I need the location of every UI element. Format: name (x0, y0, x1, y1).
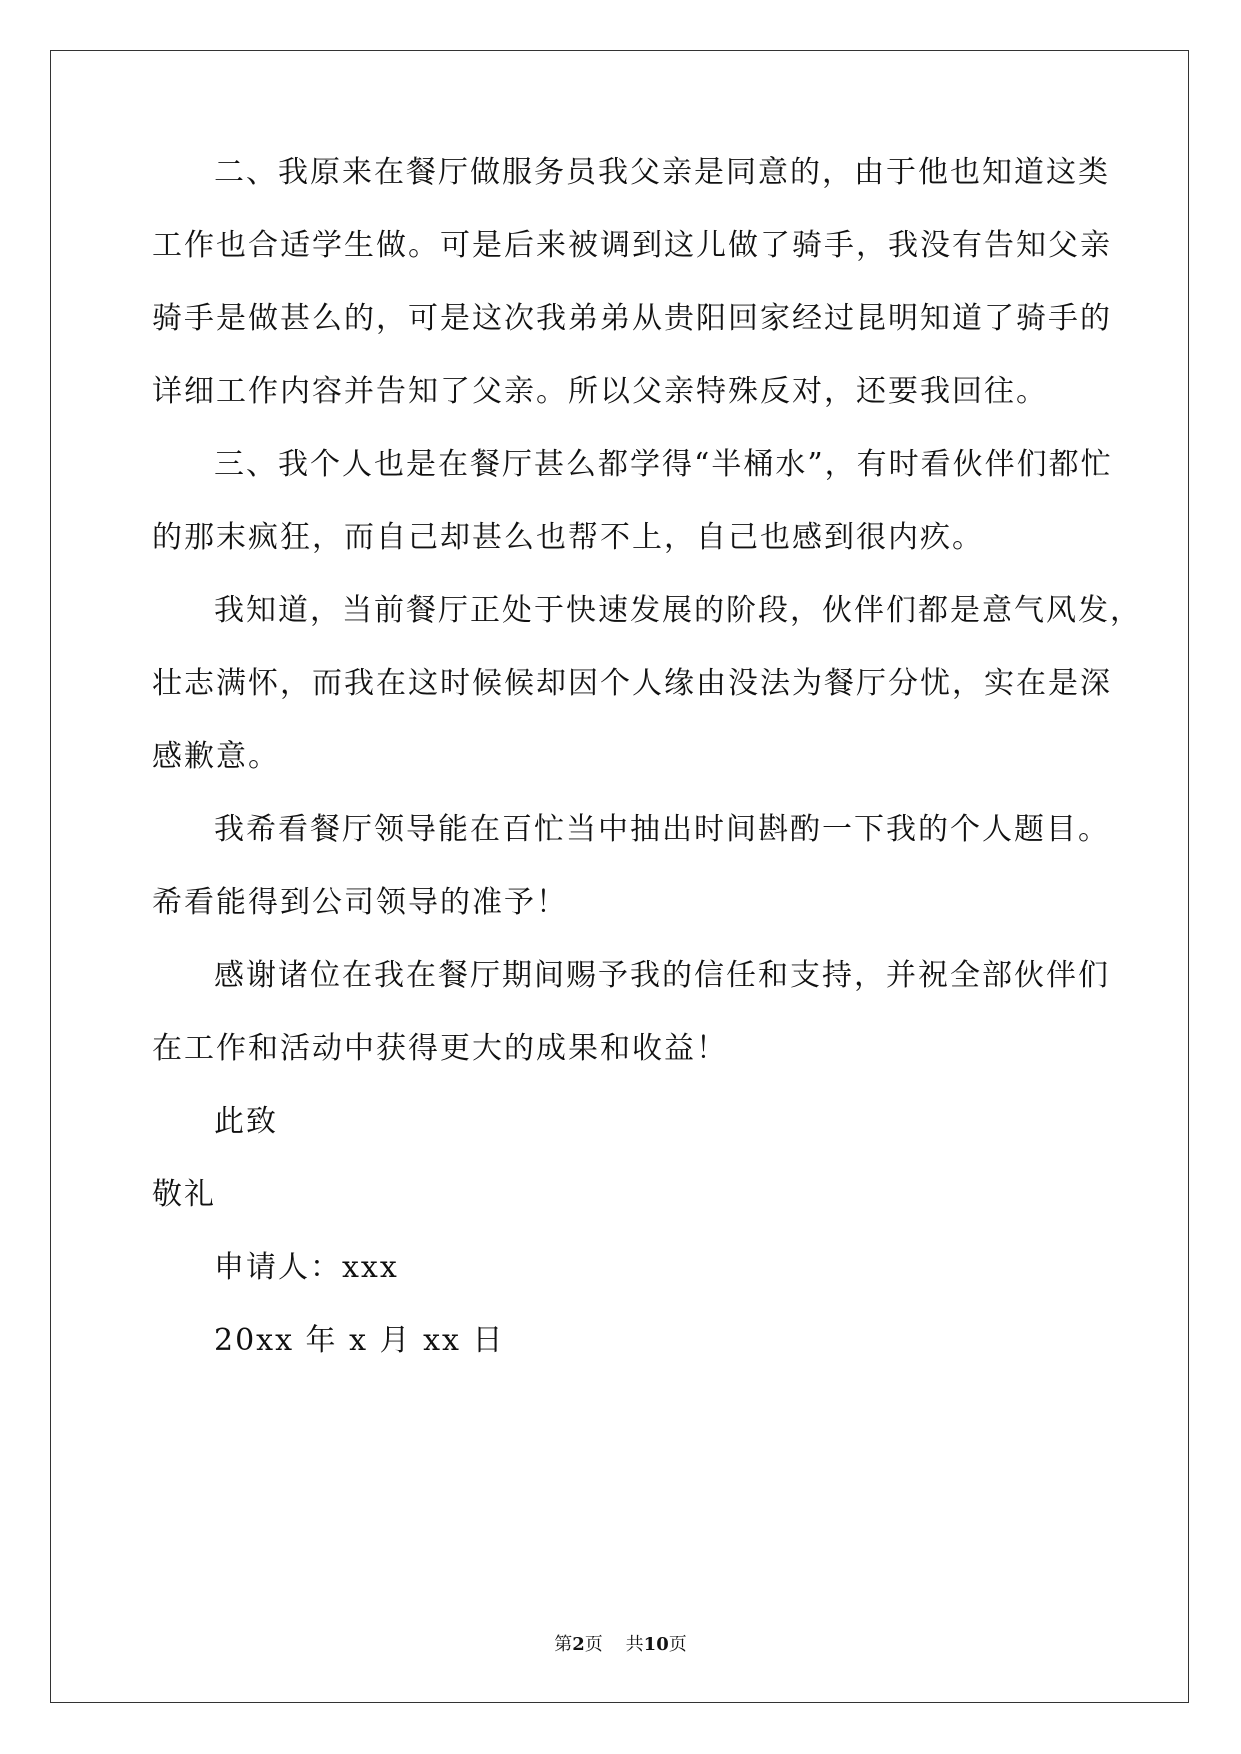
paragraph-line: 二、我原来在餐厅做服务员我父亲是同意的，由于他也知道这类 (214, 155, 1110, 190)
applicant-line (152, 1231, 1102, 1304)
footer-page-prefix: 第 (554, 1634, 573, 1655)
salute-line (152, 1158, 1102, 1231)
date-line (152, 1304, 1102, 1377)
paragraph-line: 详细工作内容并告知了父亲。所以父亲特殊反对，还要我回往。 (152, 374, 1048, 409)
paragraph-5 (152, 939, 1110, 1085)
paragraph-line: 在工作和活动中获得更大的成果和收益！ (152, 1031, 728, 1066)
footer-page-suffix: 页 (584, 1634, 603, 1655)
paragraph-line: 三、我个人也是在餐厅甚么都学得“半桶水”，有时看伙伴们都忙 (214, 447, 1113, 482)
date-text: 20xx 年 x 月 xx 日 (214, 1323, 505, 1358)
paragraph-3 (152, 574, 1142, 793)
footer-page-number: 2 (572, 1634, 585, 1655)
paragraph-line: 我知道，当前餐厅正处于快速发展的阶段，伙伴们都是意气风发， (214, 593, 1142, 628)
paragraph-line: 希看能得到公司领导的准予！ (152, 885, 568, 920)
footer-total-prefix: 共 (625, 1634, 644, 1655)
paragraph-line: 的那末疯狂，而自己却甚么也帮不上，自己也感到很内疚。 (152, 520, 984, 555)
closing-line (152, 1085, 1102, 1158)
paragraph-line: 我希看餐厅领导能在百忙当中抽出时间斟酌一下我的个人题目。 (214, 812, 1110, 847)
paragraph-line: 感谢诸位在我在餐厅期间赐予我的信任和支持，并祝全部伙伴们 (214, 958, 1110, 993)
footer-total-suffix: 页 (668, 1634, 687, 1655)
paragraph-line: 壮志满怀，而我在这时候候却因个人缘由没法为餐厅分忧，实在是深 (152, 666, 1112, 701)
paragraph-line: 感歉意。 (152, 739, 280, 774)
closing-text: 此致 (214, 1104, 278, 1139)
page-footer (0, 1630, 1241, 1656)
paragraph-1 (152, 136, 1112, 428)
applicant-text: 申请人：xxx (214, 1250, 399, 1285)
footer-total-number: 10 (643, 1634, 669, 1655)
salute-text: 敬礼 (152, 1177, 216, 1212)
paragraph-2 (152, 428, 1113, 574)
paragraph-line: 工作也合适学生做。可是后来被调到这儿做了骑手，我没有告知父亲 (152, 228, 1112, 263)
paragraph-4 (152, 793, 1110, 939)
paragraph-line: 骑手是做甚么的，可是这次我弟弟从贵阳回家经过昆明知道了骑手的 (152, 301, 1112, 336)
